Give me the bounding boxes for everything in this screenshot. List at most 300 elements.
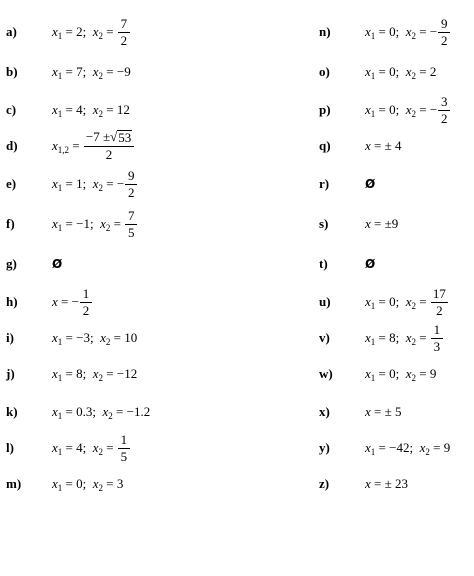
item-label: b) <box>6 64 18 79</box>
answer-expression <box>365 323 444 353</box>
variable-subscript: 2 <box>411 301 417 311</box>
equation-term <box>420 440 451 456</box>
variable <box>93 476 103 492</box>
variable <box>406 24 416 40</box>
variable-letter: x <box>52 176 58 191</box>
equation-term <box>365 476 408 492</box>
equation-term <box>365 138 402 154</box>
equals-sign: = <box>103 440 117 455</box>
variable-letter: x <box>92 366 99 381</box>
fraction <box>125 169 137 199</box>
variable <box>365 366 375 382</box>
equals-sign: = <box>103 64 117 79</box>
variable-letter: x <box>102 404 109 419</box>
variable-letter: x <box>405 24 412 39</box>
variable <box>52 64 62 80</box>
answer-row <box>237 394 474 430</box>
variable <box>420 440 430 456</box>
equation-term <box>52 24 83 40</box>
item-label: u) <box>319 294 331 309</box>
equals-sign: = <box>416 330 430 345</box>
separator: ; <box>409 440 420 455</box>
variable-subscript: 2 <box>98 447 104 457</box>
equation-term <box>365 216 398 232</box>
variable <box>406 366 416 382</box>
equation-term <box>93 433 131 463</box>
variable-subscript: 2 <box>411 337 417 347</box>
answer-expression <box>365 64 436 80</box>
variable <box>365 102 375 118</box>
answer-expression <box>365 95 451 125</box>
variable-letter: x <box>405 330 412 345</box>
equation-term <box>52 287 93 317</box>
equation-term <box>52 216 90 232</box>
radical-sign: √ <box>110 129 118 145</box>
variable-subscript: 1 <box>370 301 376 311</box>
equals-sign: = <box>103 176 117 191</box>
variable-subscript: 2 <box>105 223 111 233</box>
radicand: 53 <box>118 130 132 146</box>
variable-letter: x <box>365 138 371 153</box>
fraction-denominator: 2 <box>436 302 443 318</box>
equation-term <box>52 330 90 346</box>
answer-row <box>0 166 237 202</box>
equation-term <box>406 17 451 47</box>
variable <box>365 294 375 310</box>
equals-sign: = <box>375 330 390 345</box>
fraction <box>125 209 137 239</box>
separator: ; <box>82 24 93 39</box>
separator: ; <box>395 366 406 381</box>
variable-subscript: 1 <box>57 183 63 193</box>
value: ±9 <box>384 216 399 231</box>
value: −3 <box>76 330 90 345</box>
variable-subscript: 1 <box>370 447 376 457</box>
minus-sign: − <box>71 294 79 309</box>
variable <box>365 24 375 40</box>
empty-set-symbol: Ø <box>365 257 376 271</box>
variable-subscript: 2 <box>105 337 111 347</box>
fraction-denominator: 2 <box>105 147 113 162</box>
variable-subscript: 1 <box>57 411 63 421</box>
variable-subscript: 1 <box>370 31 376 41</box>
equals-sign: = <box>112 404 127 419</box>
variable-subscript: 2 <box>411 109 417 119</box>
variable-letter: x <box>365 294 371 309</box>
separator: ; <box>82 64 93 79</box>
fraction-numerator: 7 <box>118 17 130 33</box>
item-label: i) <box>6 330 14 345</box>
minus-sign: − <box>429 24 438 39</box>
fraction-numerator: 17 <box>432 285 446 301</box>
separator: ; <box>92 404 103 419</box>
value: 0 <box>389 294 396 309</box>
variable-letter: x <box>100 330 106 345</box>
answer-row <box>0 356 237 392</box>
variable-letter: x <box>52 216 58 231</box>
answer-row <box>237 356 474 392</box>
value: 12 <box>116 102 130 117</box>
variable-subscript: 2 <box>98 183 104 193</box>
variable-subscript: 2 <box>108 411 113 421</box>
variable <box>52 24 62 40</box>
answer-row <box>0 320 237 356</box>
equation-term <box>52 366 83 382</box>
equals-sign: = <box>416 102 430 117</box>
equation-term <box>52 476 83 492</box>
item-label: k) <box>6 404 18 419</box>
equals-sign: = <box>69 138 83 153</box>
value: 7 <box>76 64 83 79</box>
item-label: r) <box>319 176 330 191</box>
separator: ; <box>82 102 93 117</box>
variable-letter: x <box>52 294 58 309</box>
fraction-numerator: 1 <box>431 323 443 339</box>
variable-subscript: 1 <box>57 337 63 347</box>
answer-row <box>237 466 474 502</box>
variable-subscript: 1,2 <box>57 145 70 155</box>
fraction-numerator: 9 <box>438 17 450 33</box>
value: 0.3 <box>76 404 93 419</box>
equals-sign: = <box>103 476 117 491</box>
answer-expression <box>52 17 131 47</box>
answer-expression <box>365 287 449 317</box>
value: 8 <box>76 366 83 381</box>
variable <box>93 176 103 192</box>
answer-expression <box>52 404 150 420</box>
answer-expression <box>365 177 375 191</box>
variable-letter: x <box>52 330 58 345</box>
equals-sign: = <box>57 294 72 309</box>
variable <box>52 102 62 118</box>
equals-sign: = <box>416 64 430 79</box>
fraction-numerator: 1 <box>80 287 92 303</box>
equation-term <box>93 64 131 80</box>
fraction <box>431 323 443 353</box>
value: −1 <box>76 216 90 231</box>
answer-row <box>237 14 474 50</box>
variable-letter: x <box>92 176 99 191</box>
item-label: l) <box>6 440 14 455</box>
answer-expression <box>52 130 135 161</box>
answer-row <box>237 128 474 164</box>
equals-sign: = <box>375 366 390 381</box>
variable <box>365 330 375 346</box>
separator: ; <box>82 440 93 455</box>
equals-sign: = <box>62 216 77 231</box>
answer-row <box>237 320 474 356</box>
variable-letter: x <box>405 102 412 117</box>
fraction <box>431 287 448 317</box>
empty-set-symbol: Ø <box>365 177 376 191</box>
equation-term <box>406 287 449 317</box>
variable <box>93 64 103 80</box>
answer-row <box>237 246 474 282</box>
equation-term <box>93 476 124 492</box>
value: 1 <box>76 176 83 191</box>
fraction-denominator: 3 <box>433 338 441 354</box>
equation-term <box>93 17 131 47</box>
item-label: m) <box>6 476 22 491</box>
variable <box>52 440 62 456</box>
answer-row <box>237 166 474 202</box>
equation-term <box>365 24 396 40</box>
item-label: o) <box>319 64 330 79</box>
variable <box>93 366 103 382</box>
answer-expression <box>52 169 138 199</box>
variable <box>93 24 103 40</box>
item-label: x) <box>319 404 330 419</box>
variable-letter: x <box>405 366 412 381</box>
equation-term <box>365 294 396 310</box>
minus-sign: − <box>429 102 438 117</box>
variable-subscript: 1 <box>57 373 63 383</box>
answer-expression <box>365 17 451 47</box>
item-label: h) <box>6 294 18 309</box>
value: 0 <box>76 476 83 491</box>
variable-letter: x <box>52 476 58 491</box>
answer-expression <box>52 257 62 271</box>
answer-row <box>237 54 474 90</box>
variable-subscript: 2 <box>98 71 104 81</box>
variable-letter: x <box>52 404 58 419</box>
variable-letter: x <box>52 366 58 381</box>
equals-sign: = <box>416 366 430 381</box>
fraction-denominator: 2 <box>127 184 135 200</box>
variable-letter: x <box>365 24 371 39</box>
separator: ; <box>82 366 93 381</box>
answer-row <box>0 466 237 502</box>
variable <box>406 330 416 346</box>
answer-expression <box>52 433 131 463</box>
equation-term <box>93 366 137 382</box>
fraction <box>118 433 130 463</box>
item-label: j) <box>6 366 15 381</box>
value: ± 4 <box>384 138 402 153</box>
right-column <box>237 0 474 576</box>
fraction <box>80 287 92 317</box>
equation-term <box>52 102 83 118</box>
separator: ; <box>395 102 406 117</box>
item-label: t) <box>319 256 328 271</box>
separator: ; <box>395 64 406 79</box>
variable-subscript: 2 <box>411 373 417 383</box>
item-label: f) <box>6 216 15 231</box>
equation-term <box>406 323 444 353</box>
equals-sign: = <box>62 476 77 491</box>
variable-letter: x <box>365 102 371 117</box>
variable <box>52 404 62 420</box>
variable <box>52 138 69 154</box>
answer-row <box>0 284 237 320</box>
variable <box>93 440 103 456</box>
equals-sign: = <box>416 294 430 309</box>
fraction <box>438 17 450 47</box>
value: −12 <box>116 366 138 381</box>
item-label: p) <box>319 102 331 117</box>
fraction-denominator: 2 <box>120 32 128 48</box>
answer-row <box>0 394 237 430</box>
separator: ; <box>82 476 93 491</box>
variable-subscript: 2 <box>98 31 104 41</box>
equation-term <box>406 64 437 80</box>
equals-sign: = <box>103 366 117 381</box>
variable-subscript: 1 <box>57 447 63 457</box>
value: 4 <box>76 102 83 117</box>
fraction-numerator: 9 <box>125 169 137 185</box>
variable <box>365 440 375 456</box>
equation-term <box>93 169 138 199</box>
item-label: s) <box>319 216 329 231</box>
answer-row <box>237 284 474 320</box>
variable <box>52 176 62 192</box>
variable <box>103 404 113 420</box>
equals-sign: = <box>416 24 430 39</box>
equals-sign: = <box>103 24 117 39</box>
answer-row <box>237 206 474 242</box>
variable-subscript: 2 <box>411 71 417 81</box>
value: −9 <box>116 64 131 79</box>
equals-sign: = <box>370 138 385 153</box>
equation-term <box>100 330 137 346</box>
fraction-numerator: 7 <box>125 209 137 225</box>
answer-expression <box>52 366 137 382</box>
variable <box>406 102 416 118</box>
variable-letter: x <box>92 440 99 455</box>
equals-sign: = <box>62 366 77 381</box>
variable <box>93 102 103 118</box>
separator: ; <box>82 176 93 191</box>
variable-subscript: 1 <box>370 337 376 347</box>
equals-sign: = <box>370 216 385 231</box>
variable <box>365 64 375 80</box>
equals-sign: = <box>62 404 77 419</box>
value: −42 <box>389 440 410 455</box>
equation-term <box>365 404 402 420</box>
value: 9 <box>429 366 437 381</box>
answer-expression <box>52 64 131 80</box>
variable <box>52 216 62 232</box>
answer-row <box>237 430 474 466</box>
variable-subscript: 2 <box>425 447 430 457</box>
equals-sign: = <box>62 64 77 79</box>
equation-term <box>365 330 396 346</box>
item-label: q) <box>319 138 331 153</box>
answer-expression <box>365 257 375 271</box>
value: 8 <box>389 330 396 345</box>
fraction-numerator <box>84 130 134 147</box>
value: 0 <box>389 64 396 79</box>
answer-expression <box>52 287 93 317</box>
variable <box>406 64 416 80</box>
equals-sign: = <box>62 330 77 345</box>
item-label: c) <box>6 102 17 117</box>
separator: ; <box>395 294 406 309</box>
variable-letter: x <box>52 138 58 153</box>
variable-subscript: 1 <box>57 223 63 233</box>
variable <box>100 216 110 232</box>
fraction-numerator: 1 <box>118 433 130 449</box>
square-root <box>110 130 132 145</box>
answer-row <box>0 246 237 282</box>
answer-expression <box>365 404 402 420</box>
variable-subscript: 1 <box>57 71 63 81</box>
fraction-denominator: 2 <box>440 110 448 126</box>
answer-expression <box>52 476 123 492</box>
numerator-prefix: −7 ± <box>85 129 111 145</box>
fraction-denominator: 2 <box>440 32 448 48</box>
equals-sign: = <box>375 24 390 39</box>
fraction <box>438 95 450 125</box>
item-label: d) <box>6 138 18 153</box>
variable-letter: x <box>92 102 99 117</box>
equation-term <box>365 64 396 80</box>
equation-term <box>52 64 83 80</box>
equation-term <box>52 130 135 161</box>
variable <box>52 366 62 382</box>
equation-term <box>52 176 83 192</box>
variable-letter: x <box>52 440 58 455</box>
item-label: g) <box>6 256 17 271</box>
answer-row <box>0 206 237 242</box>
item-label: z) <box>319 476 330 491</box>
variable-subscript: 1 <box>370 109 376 119</box>
separator: ; <box>89 216 101 231</box>
variable-letter: x <box>92 64 99 79</box>
equals-sign: = <box>375 102 390 117</box>
equals-sign: = <box>62 440 77 455</box>
variable-letter: x <box>365 440 371 455</box>
equals-sign: = <box>375 64 390 79</box>
equals-sign: = <box>62 176 77 191</box>
answer-expression <box>52 209 138 239</box>
variable-letter: x <box>52 102 58 117</box>
equals-sign: = <box>110 330 125 345</box>
variable-letter: x <box>52 64 58 79</box>
empty-set-symbol: Ø <box>52 257 63 271</box>
value: ± 23 <box>384 476 409 491</box>
item-label: a) <box>6 24 17 39</box>
equation-term <box>406 366 437 382</box>
variable-subscript: 1 <box>57 109 63 119</box>
item-label: w) <box>319 366 333 381</box>
answer-expression <box>365 216 398 232</box>
answer-row <box>0 14 237 50</box>
equals-sign: = <box>429 440 444 455</box>
variable-letter: x <box>365 476 371 491</box>
variable-letter: x <box>92 476 99 491</box>
separator: ; <box>395 330 406 345</box>
variable-subscript: 2 <box>411 31 417 41</box>
value: ± 5 <box>384 404 402 419</box>
variable-subscript: 1 <box>370 71 376 81</box>
answer-expression <box>365 138 402 154</box>
fraction-denominator: 2 <box>82 302 90 318</box>
variable-letter: x <box>365 404 371 419</box>
variable <box>52 476 62 492</box>
equation-term <box>93 102 130 118</box>
fraction <box>84 130 134 161</box>
value: 0 <box>389 102 396 117</box>
equation-term <box>100 209 138 239</box>
variable-subscript: 2 <box>98 109 104 119</box>
minus-sign: − <box>116 176 125 191</box>
answer-row <box>0 54 237 90</box>
fraction-denominator: 5 <box>127 224 135 240</box>
value: −1.2 <box>126 404 151 419</box>
equation-term <box>406 95 451 125</box>
value: 9 <box>443 440 451 455</box>
